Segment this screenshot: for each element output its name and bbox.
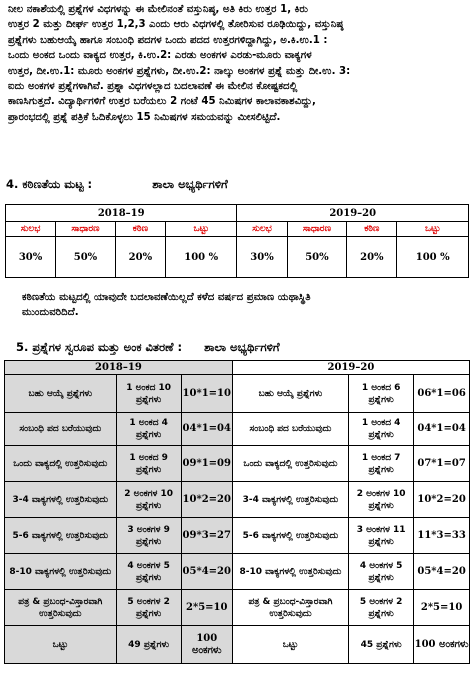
marks-calc-cell: 09*1=09 <box>181 446 232 482</box>
question-count-cell: 49 ಪ್ರಶ್ನೆಗಳು <box>116 626 181 664</box>
value-cell: 50% <box>56 237 116 278</box>
year-header: 2018–19 <box>5 361 233 375</box>
question-type-cell: 5-6 ವಾಕ್ಯಗಳಲ್ಲಿ ಉತ್ತರಿಸುವುದು <box>232 518 348 554</box>
question-type-cell: 8-10 ವಾಕ್ಯಗಳಲ್ಲಿ ಉತ್ತರಿಸುವುದು <box>232 554 348 590</box>
value-cell: 30% <box>6 237 56 278</box>
intro-paragraph <box>8 2 466 125</box>
section4-note <box>22 290 462 321</box>
label-cell: ಕಠಿಣ <box>115 222 165 237</box>
intro-line: ಒಂದು ಅಂಕದ ಒಂದು ವಾಕ್ಯದ ಉತ್ತರ, ಕಿ.ಉ.2: ಎರಡು ಅಂಕಗಳ ಎರಡು-ಮೂರು ವಾಕ್ಯಗಳ <box>8 50 312 62</box>
note-line: ಕಠಿಣತೆಯ ಮಟ್ಟದಲ್ಲಿ ಯಾವುದೇ ಬದಲಾವಣೆಯಿಲ್ಲದೆ ಕಳೆದ ವರ್ಷದ ಪ್ರಮಾಣ ಯಥಾಸ್ಥಿತಿ <box>22 292 311 303</box>
question-type-cell: ಪತ್ರ & ಪ್ರಬಂಧ-ವಿಸ್ತಾರವಾಗಿ ಉತ್ತರಿಸುವುದು <box>5 590 117 626</box>
marks-calc-cell: 04*1=04 <box>181 413 232 446</box>
table-row <box>5 413 470 446</box>
year-header: 2019–20 <box>232 361 469 375</box>
question-type-cell: ಒಟ್ಟು <box>232 626 348 664</box>
question-type-cell: ಬಹು ಆಯ್ಕೆ ಪ್ರಶ್ನೆಗಳು <box>5 375 117 413</box>
question-type-cell: 3-4 ವಾಕ್ಯಗಳಲ್ಲಿ ಉತ್ತರಿಸುವುದು <box>5 482 117 518</box>
section4-title: 4. ಕಠಿಣತೆಯ ಮಟ್ಟ : <box>6 177 93 191</box>
question-count-cell: 2 ಅಂಕಗಳ 10 ಪ್ರಶ್ನೆಗಳು <box>116 482 181 518</box>
question-count-cell: 2 ಅಂಕಗಳ 10 ಪ್ರಶ್ನೆಗಳು <box>349 482 414 518</box>
label-cell: ಒಟ್ಟು <box>165 222 237 237</box>
intro-line: ಉತ್ತರ, ದೀ.ಉ.1: ಮೂರು ಅಂಕಗಳ ಪ್ರಶ್ನೆಗಳು, ದೀ.ಉ.2: ನಾಲ್ಕು ಅಂಕಗಳ ಪ್ರಶ್ನೆ ಮತ್ತು ದೀ.ಉ. 3: <box>8 65 351 77</box>
marks-calc-cell: 05*4=20 <box>414 554 470 590</box>
marks-calc-cell: 2*5=10 <box>181 590 232 626</box>
question-type-cell: 3-4 ವಾಕ್ಯಗಳಲ್ಲಿ ಉತ್ತರಿಸುವುದು <box>232 482 348 518</box>
intro-line: ಉತ್ತರ 2 ಮತ್ತು ದೀರ್ಘ ಉತ್ತರ 1,2,3 ಎಂದು ಆರು ವಿಧಗಳಲ್ಲಿ ತೋರಿಸುವ ರೂಢಿಯಿದ್ದು, ವಸ್ತುನಿಷ್ಠ <box>8 19 344 31</box>
question-type-cell: ಸಂಬಂಧಿ ಪದ ಬರೆಯುವುದು <box>5 413 117 446</box>
intro-line: ಐದು ಅಂಕಗಳ ಪ್ರಶ್ನೆಗಳಾಗಿವೆ. ಪ್ರಶ್ನಾ ವಿಧಗಳಲ್ಲಾದ ಬದಲಾವಣೆ ಈ ಮೇಲಿನ ಕೋಷ್ಟಕದಲ್ಲಿ <box>8 81 298 93</box>
label-cell: ಸಾಧಾರಣ <box>287 222 347 237</box>
intro-line: ನೀಲ ನಕಾಶೆಯಲ್ಲಿ ಪ್ರಶ್ನೆಗಳ ವಿಧಗಳನ್ನು ಈ ಮೇಲಿನಂತೆ ವಸ್ತುನಿಷ್ಠ, ಅತಿ ಕಿರು ಉತ್ತರ 1, ಕಿರು <box>8 4 309 15</box>
question-type-cell: ಬಹು ಆಯ್ಕೆ ಪ್ರಶ್ನೆಗಳು <box>232 375 348 413</box>
label-cell: ಒಟ್ಟು <box>397 222 469 237</box>
section5-heading <box>16 340 280 355</box>
question-type-cell: ಒಂದು ವಾಕ್ಯದಲ್ಲಿ ಉತ್ತರಿಸುವುದು <box>5 446 117 482</box>
marks-calc-cell: 05*4=20 <box>181 554 232 590</box>
intro-line: ಕಾಣಸಿಗುತ್ತದೆ. ವಿದ್ಯಾರ್ಥಿಗಳಿಗೆ ಉತ್ತರ ಬರೆಯಲು 2 ಗಂಟೆ 45 ನಿಮಿಷಗಳ ಕಾಲಾವಕಾಶವಿದ್ದು, <box>8 96 316 108</box>
year-header: 2018–19 <box>6 205 237 222</box>
marks-calc-cell: 09*3=27 <box>181 518 232 554</box>
label-cell: ಕಠಿಣ <box>347 222 397 237</box>
value-cell: 20% <box>347 237 397 278</box>
section4-subtitle: ಶಾಲಾ ಅಭ್ಯರ್ಥಿಗಳಿಗೆ <box>152 177 228 191</box>
table-row <box>5 590 470 626</box>
value-cell: 30% <box>237 237 287 278</box>
question-count-cell: 4 ಅಂಕಗಳ 5 ಪ್ರಶ್ನೆಗಳು <box>349 554 414 590</box>
marks-distribution-table <box>4 360 470 664</box>
section5-title: 5. ಪ್ರಶ್ನೆಗಳ ಸ್ವರೂಪ ಮತ್ತು ಅಂಕ ವಿತರಣೆ : <box>16 340 183 354</box>
table-row <box>5 626 470 664</box>
question-count-cell: 1 ಅಂಕದ 9 ಪ್ರಶ್ನೆಗಳು <box>116 446 181 482</box>
question-count-cell: 1 ಅಂಕದ 4 ಪ್ರಶ್ನೆಗಳು <box>349 413 414 446</box>
question-count-cell: 3 ಅಂಕಗಳ 9 ಪ್ರಶ್ನೆಗಳು <box>116 518 181 554</box>
marks-calc-cell: 04*1=04 <box>414 413 470 446</box>
label-cell: ಸಾಧಾರಣ <box>56 222 116 237</box>
question-type-cell: ಒಂದು ವಾಕ್ಯದಲ್ಲಿ ಉತ್ತರಿಸುವುದು <box>232 446 348 482</box>
question-type-cell: 8-10 ವಾಕ್ಯಗಳಲ್ಲಿ ಉತ್ತರಿಸುವುದು <box>5 554 117 590</box>
marks-calc-cell: 2*5=10 <box>414 590 470 626</box>
difficulty-table <box>5 204 469 278</box>
question-count-cell: 1 ಅಂಕದ 4 ಪ್ರಶ್ನೆಗಳು <box>116 413 181 446</box>
marks-calc-cell: 100 ಅಂಕಗಳು <box>181 626 232 664</box>
marks-calc-cell: 07*1=07 <box>414 446 470 482</box>
question-count-cell: 3 ಅಂಕಗಳ 11 ಪ್ರಶ್ನೆಗಳು <box>349 518 414 554</box>
question-count-cell: 1 ಅಂಕದ 6 ಪ್ರಶ್ನೆಗಳು <box>349 375 414 413</box>
table-row <box>5 554 470 590</box>
question-count-cell: 4 ಅಂಕಗಳ 5 ಪ್ರಶ್ನೆಗಳು <box>116 554 181 590</box>
value-cell: 100 % <box>397 237 469 278</box>
question-count-cell: 5 ಅಂಕಗಳ 2 ಪ್ರಶ್ನೆಗಳು <box>116 590 181 626</box>
marks-calc-cell: 100 ಅಂಕಗಳು <box>414 626 470 664</box>
note-line: ಮುಂದುವರಿದಿದೆ. <box>22 307 79 319</box>
marks-calc-cell: 10*1=10 <box>181 375 232 413</box>
table-row <box>5 375 470 413</box>
label-cell: ಸುಲಭ <box>6 222 56 237</box>
label-cell: ಸುಲಭ <box>237 222 287 237</box>
question-count-cell: 1 ಅಂಕದ 10 ಪ್ರಶ್ನೆಗಳು <box>116 375 181 413</box>
question-type-cell: ಪತ್ರ & ಪ್ರಬಂಧ-ವಿಸ್ತಾರವಾಗಿ ಉತ್ತರಿಸುವುದು <box>232 590 348 626</box>
table-row <box>5 518 470 554</box>
marks-calc-cell: 11*3=33 <box>414 518 470 554</box>
value-cell: 100 % <box>165 237 237 278</box>
question-count-cell: 1 ಅಂಕದ 7 ಪ್ರಶ್ನೆಗಳು <box>349 446 414 482</box>
question-type-cell: ಒಟ್ಟು <box>5 626 117 664</box>
table-row <box>5 446 470 482</box>
marks-calc-cell: 10*2=20 <box>181 482 232 518</box>
marks-calc-cell: 06*1=06 <box>414 375 470 413</box>
intro-line: ಪ್ರಶ್ನೆಗಳು ಬಹುಆಯ್ಕೆ ಹಾಗೂ ಸಂಬಂಧಿ ಪದಗಳ ಒಂದು ಪದದ ಉತ್ತರಗಳಿದ್ದಾಗಿದ್ದು, ಅ.ಕಿ.ಉ.1 : <box>8 34 328 46</box>
section4-heading <box>6 177 228 192</box>
year-header: 2019–20 <box>237 205 469 222</box>
value-cell: 50% <box>287 237 347 278</box>
value-cell: 20% <box>115 237 165 278</box>
table-row <box>5 482 470 518</box>
intro-line: ಪ್ರಾರಂಭದಲ್ಲಿ ಪ್ರಶ್ನೆ ಪತ್ರಿಕೆ ಓದಿಕೊಳ್ಳಲು 15 ನಿಮಿಷಗಳ ಸಮಯವನ್ನು ಮೀಸಲಿಟ್ಟಿದೆ. <box>8 111 281 123</box>
question-type-cell: 5-6 ವಾಕ್ಯಗಳಲ್ಲಿ ಉತ್ತರಿಸುವುದು <box>5 518 117 554</box>
marks-calc-cell: 10*2=20 <box>414 482 470 518</box>
question-count-cell: 45 ಪ್ರಶ್ನೆಗಳು <box>349 626 414 664</box>
question-type-cell: ಸಂಬಂಧಿ ಪದ ಬರೆಯುವುದು <box>232 413 348 446</box>
question-count-cell: 5 ಅಂಕಗಳ 2 ಪ್ರಶ್ನೆಗಳು <box>349 590 414 626</box>
section5-subtitle: ಶಾಲಾ ಅಭ್ಯರ್ಥಿಗಳಿಗೆ <box>204 340 280 354</box>
